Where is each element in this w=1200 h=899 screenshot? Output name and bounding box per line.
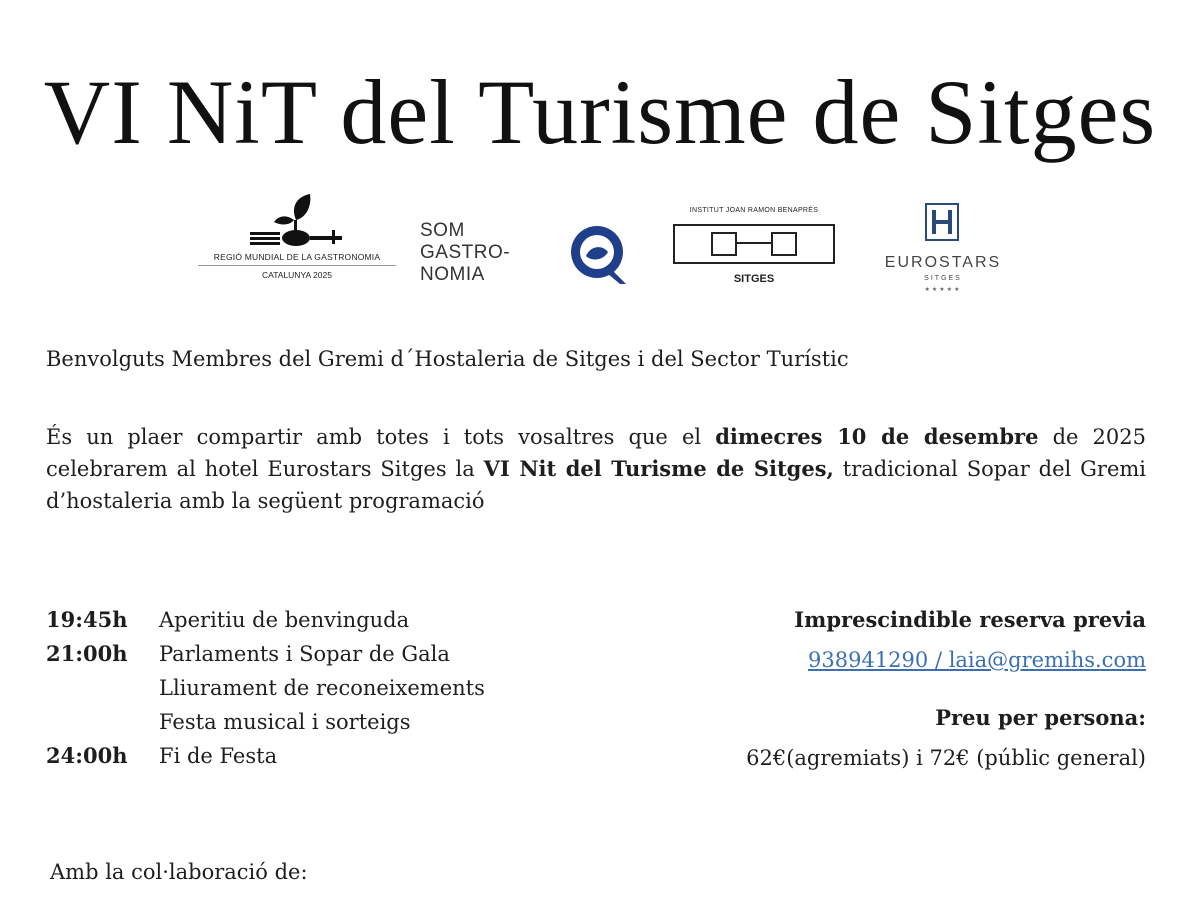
logo-q-quality <box>568 222 630 286</box>
schedule-time: 21:00h <box>46 641 128 666</box>
logo-som-line3: NOMIA <box>420 264 485 285</box>
greeting: Benvolguts Membres del Gremi d´Hostaleria de Sitges i del Sector Turístic <box>46 347 849 371</box>
logo-rmg-line1: REGIÓ MUNDIAL DE LA GASTRONOMIA <box>198 252 396 266</box>
page-title: VI NiT del Turisme de Sitges <box>43 61 1157 163</box>
logo-eurostars-stars: ★★★★★ <box>924 286 962 293</box>
schedule-activity: Fi de Festa <box>159 744 278 768</box>
event-name: VI Nit del Turisme de Sitges, <box>483 456 834 481</box>
logo-som-gastronomia <box>420 220 550 286</box>
fork-knife-leaf-icon <box>246 192 346 250</box>
schedule-row <box>46 672 606 706</box>
schedule-row <box>46 604 606 638</box>
logo-eurostars-sub: SITGES <box>924 275 962 282</box>
schedule-time: 19:45h <box>46 607 128 632</box>
reservation-label: Imprescindible reserva previa <box>794 607 1146 632</box>
logo-regio-mundial-gastronomia <box>198 192 396 292</box>
eurostars-h-icon <box>924 202 960 242</box>
building-outline-icon <box>672 223 836 267</box>
logo-som-line1: SOM <box>420 220 465 241</box>
logo-institut-joan-ramon-benapres <box>668 207 840 287</box>
collaboration-label: Amb la col·laboració de: <box>50 860 308 884</box>
schedule-activity: Aperitiu de benvinguda <box>159 608 410 632</box>
schedule-activity: Festa musical i sorteigs <box>159 710 411 734</box>
logo-rmg-line2: CATALUNYA 2025 <box>262 270 332 280</box>
logo-som-line2: GASTRO- <box>420 242 511 263</box>
price-value: 62€(agremiats) i 72€ (públic general) <box>746 746 1146 770</box>
intro-text-2: de 2025 celebrarem al hotel Eurostars Sitges la <box>46 425 1146 481</box>
intro-text-3: tradicional Sopar del Gremi d’hostaleria amb la següent programació <box>46 457 1147 513</box>
booking-info <box>600 604 1146 774</box>
schedule <box>46 604 606 774</box>
logo-eurostars-sitges <box>870 202 1016 296</box>
price-label: Preu per persona: <box>935 705 1146 730</box>
schedule-row <box>46 740 606 774</box>
intro-paragraph <box>46 421 1146 517</box>
contact-link[interactable]: 938941290 / laia@gremihs.com <box>808 648 1146 672</box>
logo-institut-name: INSTITUT JOAN RAMON BENAPRÉS <box>689 207 819 214</box>
schedule-row <box>46 706 606 740</box>
schedule-activity: Parlaments i Sopar de Gala <box>159 642 450 666</box>
schedule-time: 24:00h <box>46 743 128 768</box>
schedule-row <box>46 638 606 672</box>
schedule-activity: Lliurament de reconeixements <box>159 676 485 700</box>
q-quality-seal-icon <box>568 222 630 286</box>
event-date: dimecres 10 de desembre <box>715 424 1039 449</box>
logo-eurostars-name: EUROSTARS <box>884 254 1002 271</box>
intro-text-1: És un plaer compartir amb totes i tots vosaltres que el <box>46 425 716 449</box>
logo-institut-city: SITGES <box>733 273 775 285</box>
